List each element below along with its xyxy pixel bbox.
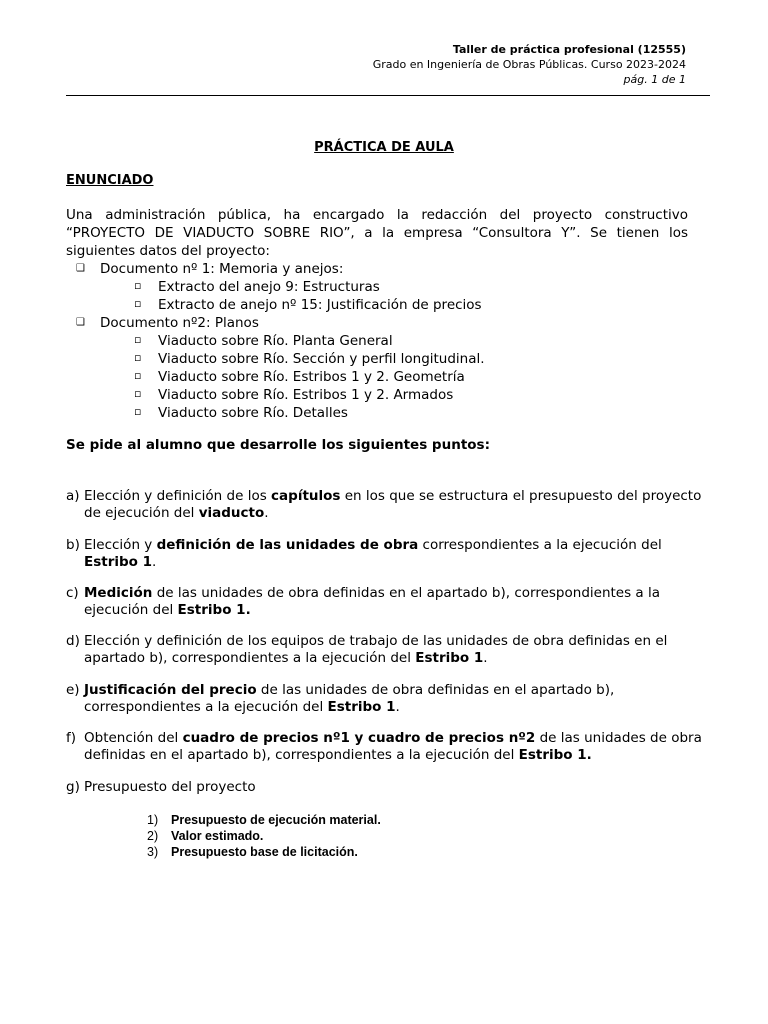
- request-heading: Se pide al alumno que desarrolle los siguientes puntos:: [66, 437, 490, 453]
- list-item: 2) Valor estimado.: [147, 829, 264, 843]
- square-bullet-icon: ▫: [134, 333, 142, 346]
- task-b: b) Elección y definición de las unidades de obra correspondientes a la ejecución del Estribo 1.: [66, 537, 662, 570]
- documents-list: [66, 260, 485, 422]
- intro-paragraph: Una administración pública, ha encargado la redacción del proyecto constructivo “PROYECTO DE VIADUCTO SOBRE RIO”, a la empresa “Consultora Y”. Se tienen los siguientes datos del proyecto:: [66, 207, 688, 259]
- list-item: ▫ Viaducto sobre Río. Planta General: [134, 333, 393, 349]
- task-f: f) Obtención del cuadro de precios nº1 y cuadro de precios nº2 de las unidades de obra definidas en el apartado b), correspondientes a la ejecución del Estribo 1.: [66, 730, 702, 763]
- list-item: 3) Presupuesto base de licitación.: [147, 845, 358, 859]
- list-item: 1) Presupuesto de ejecución material.: [147, 813, 381, 827]
- square-bullet-icon: ▫: [134, 279, 142, 292]
- task-c: c) Medición de las unidades de obra definidas en el apartado b), correspondientes a la ejecución del Estribo 1.: [66, 585, 661, 618]
- course-title: Taller de práctica profesional (12555): [452, 43, 686, 56]
- square-bullet-icon: ▫: [134, 405, 142, 418]
- page-header: [373, 42, 686, 87]
- list-item: ❑ Documento nº2: Planos: [76, 315, 259, 331]
- list-item: ▫ Viaducto sobre Río. Sección y perfil longitudinal.: [134, 351, 485, 367]
- list-item: ▫ Viaducto sobre Río. Estribos 1 y 2. Geometría: [134, 369, 465, 385]
- list-item: ▫ Extracto de anejo nº 15: Justificación de precios: [134, 297, 482, 313]
- square-bullet-icon: ▫: [134, 387, 142, 400]
- page-title: PRÁCTICA DE AULA: [314, 140, 454, 155]
- square-bullet-icon: ▫: [134, 351, 142, 364]
- budget-list: [147, 812, 381, 860]
- task-a: a) Elección y definición de los capítulos en los que se estructura el presupuesto del proyecto de ejecución del viaducto.: [66, 488, 702, 521]
- task-e: e) Justificación del precio de las unidades de obra definidas en el apartado b), correspondientes a la ejecución del Estribo 1.: [66, 682, 615, 715]
- list-item: ▫ Viaducto sobre Río. Detalles: [134, 405, 348, 421]
- task-d: d) Elección y definición de los equipos de trabajo de las unidades de obra definidas en el apartado b), correspondientes a la ejecución del Estribo 1.: [66, 633, 668, 666]
- section-heading: ENUNCIADO: [66, 173, 154, 188]
- checkbox-bullet-icon: ❑: [76, 317, 85, 328]
- list-item: ▫ Extracto del anejo 9: Estructuras: [134, 279, 380, 295]
- page-number: pág. 1 de 1: [623, 73, 686, 86]
- degree-line: Grado en Ingeniería de Obras Públicas. Curso 2023-2024: [372, 58, 686, 71]
- task-g: g) Presupuesto del proyecto: [66, 779, 256, 795]
- square-bullet-icon: ▫: [134, 369, 142, 382]
- square-bullet-icon: ▫: [134, 297, 142, 310]
- list-item: ❑ Documento nº 1: Memoria y anejos:: [76, 261, 344, 277]
- checkbox-bullet-icon: ❑: [76, 263, 85, 274]
- list-item: ▫ Viaducto sobre Río. Estribos 1 y 2. Armados: [134, 387, 454, 403]
- header-rule: [66, 95, 710, 96]
